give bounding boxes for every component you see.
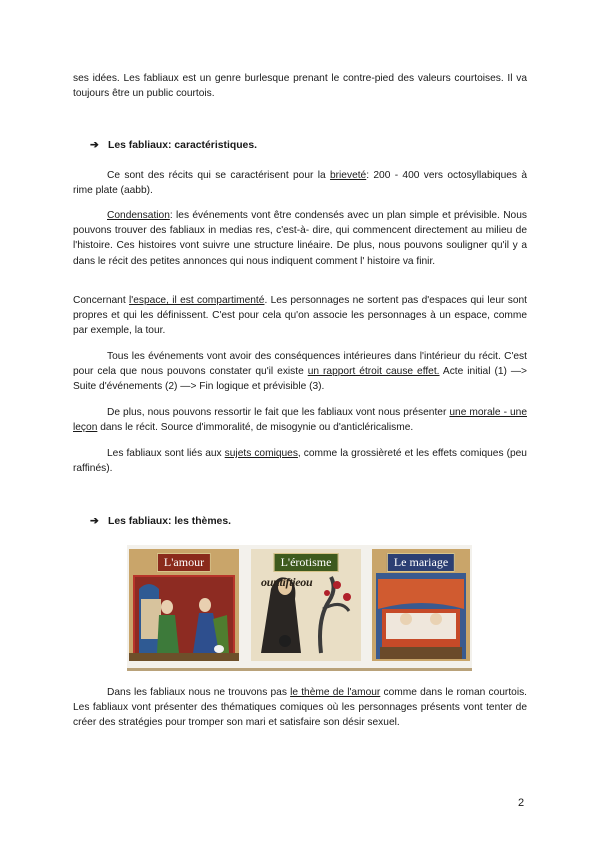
label-erotisme: L'érotisme: [274, 553, 339, 572]
heading-caracteristiques: ➔ Les fabliaux: caractéristiques.: [90, 140, 257, 151]
label-mariage: Le mariage: [387, 553, 455, 572]
manuscript-text: ountiftieou: [261, 575, 313, 589]
underlined-sujets-comiques: sujets comiques: [224, 448, 298, 459]
arrow-icon: ➔: [90, 516, 99, 527]
paragraph-espace: Concernant l'espace, il est compartimenté. Les personnages ne sortent pas d'espaces qui leur sont propres et qui les définissent. C'est pour cela qu'on associe les personnages à un espace, comme par exemple, la tour.: [73, 295, 527, 337]
paragraph-intro-continuation: ses idées. Les fabliaux est un genre burlesque prenant le contre-pied des valeurs courtoises. Il va toujours être un public courtois.: [73, 73, 527, 100]
paragraph-morale: De plus, nous pouvons ressortir le fait que les fabliaux vont nous présenter une morale - une leçon dans le récit. Source d'immoralité, de misogynie ou d'anticléricalisme.: [73, 407, 527, 434]
underlined-brievete: brieveté: [329, 170, 367, 181]
themes-illustration: [127, 545, 472, 670]
amour-illustration: [129, 549, 239, 661]
paragraph-brievete: Ce sont des récits qui se caractérisent pour la brieveté: 200 - 400 vers octosyllabiques à rime plate (aabb).: [73, 170, 527, 197]
page-number: 2: [518, 797, 525, 809]
underlined-cause-effet: un rapport étroit cause effet.: [307, 366, 440, 378]
erotisme-illustration: [251, 549, 361, 661]
paragraph-theme-amour: Dans les fabliaux nous ne trouvons pas le thème de l'amour comme dans le roman courtois. Les fabliaux vont présenter des thématiques comiques où les personnages présents vont tenter de créer des stratégies pour tromper son mari et satisfaire son désir sexuel.: [73, 687, 528, 729]
heading-themes: ➔ Les fabliaux: les thèmes.: [90, 516, 232, 527]
paragraph-cause-effet: Tous les événements vont avoir des conséquences intérieures dans l'intérieur du récit. C'est pour cela que nous pouvons constater qu'il existe un rapport étroit cause effet. Acte initial (1) —> Suite d'événements (2) —> Fin logique et prévisible (3).: [73, 351, 528, 393]
mariage-illustration: [372, 549, 470, 661]
arrow-icon: ➔: [90, 140, 99, 151]
label-amour: L'amour: [157, 553, 211, 572]
underlined-condensation: Condensation: [107, 210, 170, 221]
underlined-morale: une morale - une leçon: [73, 407, 527, 434]
paragraph-comiques: Les fabliaux sont liés aux sujets comiques, comme la grossièreté et les effets comiques (peu raffinés).: [73, 448, 527, 475]
underlined-espace: l'espace, il est compartimenté: [129, 295, 265, 306]
paragraph-condensation: Condensation: les événements vont être condensés avec un plan simple et prévisible. Nous pouvons trouver des fabliaux in medias res, c'est-à- dire, qui commencent directement au milieu de l'histoire. Ces histoires vont suivre une structure linéaire. De plus, nous pouvons souligner qu'il y a dans le récit des petites annonces qui nous indiquent comment l' histoire va finir.: [73, 210, 527, 267]
illustration-baseline: [127, 668, 472, 671]
underlined-theme-amour: le thème de l'amour: [290, 687, 381, 698]
